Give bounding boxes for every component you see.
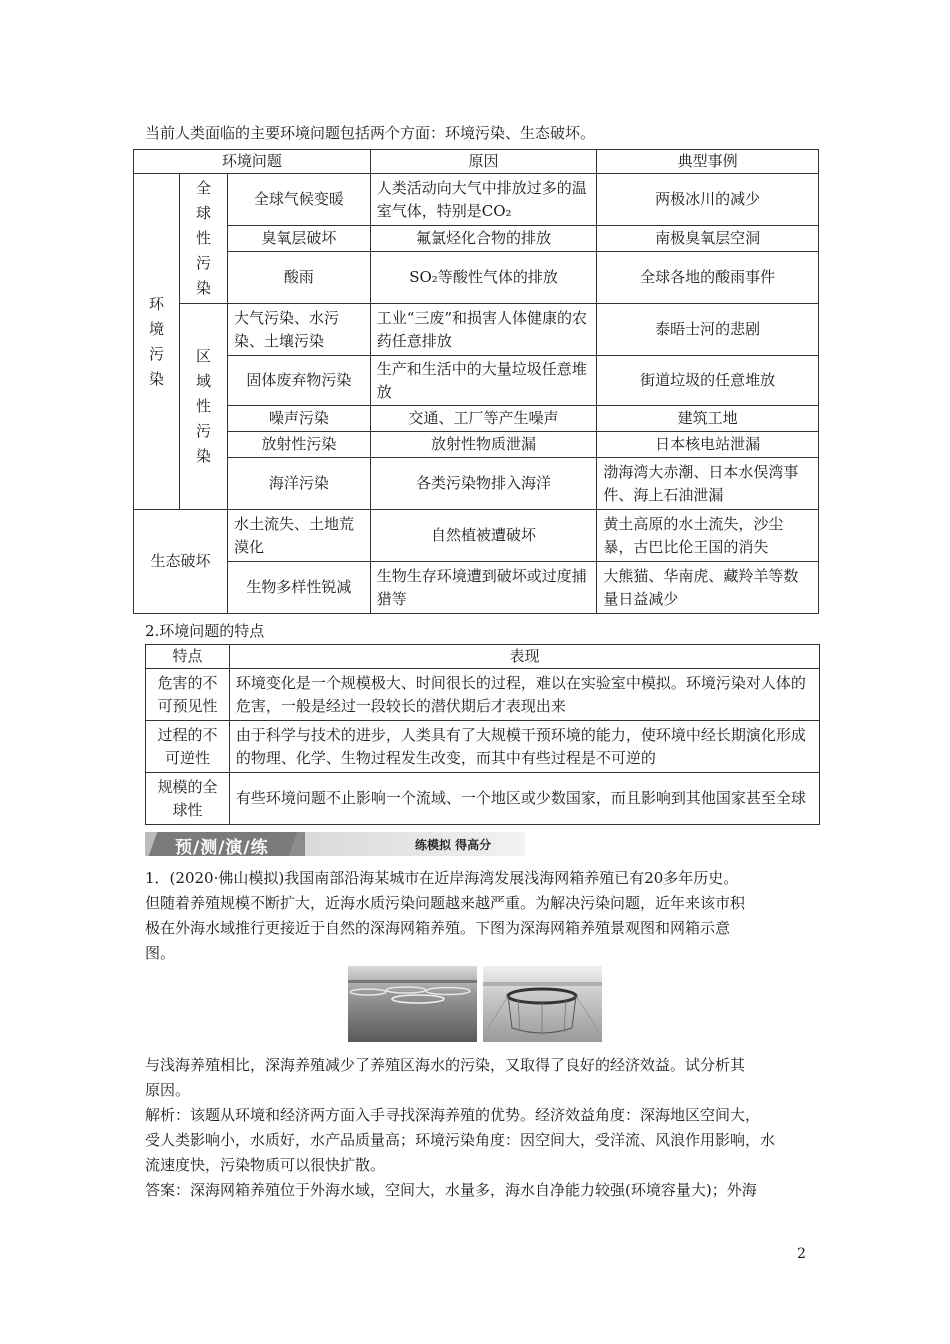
issue-cell: 固体废弃物污染 (227, 356, 370, 406)
example-cell: 建筑工地 (597, 406, 819, 432)
answer-line: 答案：深海网箱养殖位于外海水域，空间大，水量多，海水自净能力较强(环境容量大)；外海 (145, 1181, 757, 1199)
group-pollution: 环境污染 (134, 174, 180, 510)
cause-cell: 氟氯烃化合物的排放 (370, 226, 597, 252)
analysis-line: 受人类影响小，水质好，水产品质量高；环境污染角度：因空间大，受洋流、风浪作用影响，水 (145, 1131, 776, 1149)
desc-cell: 环境变化是一个规模极大、时间很长的过程，难以在实验室中模拟。环境污染对人体的危害，一般是经过一段较长的潜伏期后才表现出来 (229, 669, 819, 721)
cause-cell: 生物生存环境遭到破坏或过度捕猎等 (370, 562, 597, 614)
example-cell: 泰晤士河的悲剧 (597, 304, 819, 356)
cause-cell: 生产和生活中的大量垃圾任意堆放 (370, 356, 597, 406)
issue-cell: 水土流失、土地荒漠化 (227, 510, 370, 562)
example-cell: 街道垃圾的任意堆放 (597, 356, 819, 406)
cause-cell: SO₂等酸性气体的排放 (370, 252, 597, 304)
cage-diagram (483, 966, 602, 1042)
practice-banner (145, 832, 525, 856)
example-cell: 黄土高原的水土流失，沙尘暴，古巴比伦王国的消失 (597, 510, 819, 562)
example-cell: 南极臭氧层空洞 (597, 226, 819, 252)
issue-cell: 海洋污染 (227, 458, 370, 510)
q1-line: 1．(2020·佛山模拟)我国南部沿海某城市在近岸海湾发展浅海网箱养殖已有20多年历史。 (145, 869, 739, 887)
example-cell: 全球各地的酸雨事件 (597, 252, 819, 304)
analysis-line: 流速度快，污染物质可以很快扩散。 (145, 1156, 386, 1174)
issue-cell: 噪声污染 (227, 406, 370, 432)
feature-cell: 过程的不可逆性 (146, 721, 230, 773)
header-cause: 原因 (370, 150, 597, 174)
q1-line: 图。 (145, 944, 176, 962)
desc-cell: 有些环境问题不止影响一个流域、一个地区或少数国家，而且影响到其他国家甚至全球 (229, 773, 819, 825)
cause-cell: 放射性物质泄漏 (370, 432, 597, 458)
cause-cell: 交通、工厂等产生噪声 (370, 406, 597, 432)
banner-title: 预/测/演/练 (175, 838, 269, 858)
cause-cell: 各类污染物排入海洋 (370, 458, 597, 510)
issue-features-table (145, 644, 820, 825)
issue-cell: 酸雨 (227, 252, 370, 304)
cage-farm-images (348, 966, 602, 1042)
cause-cell: 工业“三废”和损害人体健康的农药任意排放 (370, 304, 597, 356)
desc-cell: 由于科学与技术的进步，人类具有了大规模干预环境的能力，使环境中经长期演化形成的物理、化学、生物过程发生改变，而其中有些过程是不可逆的 (229, 721, 819, 773)
issue-cell: 全球气候变暖 (227, 174, 370, 226)
environment-issues-table (133, 149, 819, 614)
sub-regional: 区域性污染 (179, 304, 227, 510)
cause-cell: 自然植被遭破坏 (370, 510, 597, 562)
example-cell: 大熊猫、华南虎、藏羚羊等数量日益减少 (597, 562, 819, 614)
sub-global: 全球性污染 (179, 174, 227, 304)
feature-cell: 危害的不可预见性 (146, 669, 230, 721)
issue-cell: 臭氧层破坏 (227, 226, 370, 252)
header-desc: 表现 (229, 645, 819, 669)
q1-after-line: 原因。 (145, 1081, 191, 1099)
header-example: 典型事例 (597, 150, 819, 174)
landscape-photo (348, 966, 477, 1042)
issue-cell: 放射性污染 (227, 432, 370, 458)
issue-cell: 生物多样性锐减 (227, 562, 370, 614)
header-issue: 环境问题 (134, 150, 371, 174)
example-cell: 两极冰川的减少 (597, 174, 819, 226)
cause-cell: 人类活动向大气中排放过多的温室气体，特别是CO₂ (370, 174, 597, 226)
feature-cell: 规模的全球性 (146, 773, 230, 825)
example-cell: 渤海湾大赤潮、日本水俣湾事件、海上石油泄漏 (597, 458, 819, 510)
analysis-line: 解析：该题从环境和经济两方面入手寻找深海养殖的优势。经济效益角度：深海地区空间大， (145, 1106, 761, 1124)
q1-line: 极在外海水域推行更接近于自然的深海网箱养殖。下图为深海网箱养殖景观图和网箱示意 (145, 919, 731, 937)
deep-sea-cage-photos (348, 966, 602, 1046)
example-cell: 日本核电站泄漏 (597, 432, 819, 458)
banner-subtitle: 练模拟 得高分 (415, 838, 492, 852)
header-feature: 特点 (146, 645, 230, 669)
q1-line: 但随着养殖规模不断扩大，近海水质污染问题越来越严重。为解决污染问题，近年来该市积 (145, 894, 746, 912)
q1-after-line: 与浅海养殖相比，深海养殖减少了养殖区海水的污染，又取得了良好的经济效益。试分析其 (145, 1056, 746, 1074)
section2-title: 2.环境问题的特点 (145, 622, 265, 640)
page-number: 2 (797, 1246, 806, 1262)
group-eco: 生态破坏 (134, 510, 228, 614)
issue-cell: 大气污染、水污染、土壤污染 (227, 304, 370, 356)
intro-text: 当前人类面临的主要环境问题包括两个方面：环境污染、生态破坏。 (145, 124, 596, 142)
